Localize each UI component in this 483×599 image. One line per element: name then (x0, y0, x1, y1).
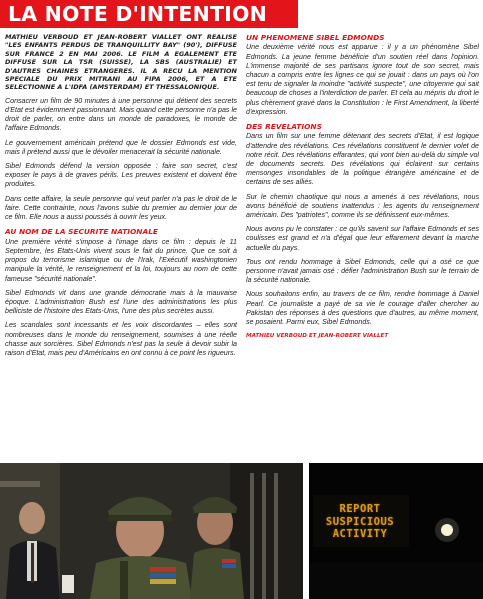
section-heading-revelations: DES REVELATIONS (246, 122, 322, 132)
intro-paragraph: MATHIEU VERBOUD ET JEAN-ROBERT VIALLET ONT REALISE "LES ENFANTS PERDUS DE TRANQUILLITY BAY" (90'), DIFFUSE SUR FRANCE 2 EN MAI 2006. LE FILM A EGALEMENT ETE DIFFUSE SUR LA TSR (SUISSE), LA SBS (AUSTRALIE) ET D'AUTRES CHAINES ETRANGERES. IL A RECU LA MENTION SPECIALE DU PRIX MITRANI AU FIPA 2006, ET A ETE SELECTIONNE A L'IDFA (AMSTERDAM) ET THESSALONIQUE. (5, 33, 237, 92)
left-column (5, 33, 237, 363)
section-heading-phenomenon: UN PHENOMENE SIBEL EDMONDS (246, 33, 385, 42)
officers-photo (0, 463, 303, 599)
officers-photo-illustration (0, 463, 303, 599)
body-paragraph: Dans cette affaire, la seule personne qui veut parler n'a pas le droit de le faire. Cette contrainte, nous l'avons subie du premier au dernier jour de ce film. Elle nous a aussi poussés à ouvrir les yeux. (5, 194, 237, 222)
suspicious-activity-sign-photo (309, 463, 483, 599)
byline: MATHIEU VERBOUD ET JEAN-ROBERT VIALLET (246, 333, 389, 340)
body-paragraph: Nous souhaitons enfin, au travers de ce film, rendre hommage à Daniel Pearl. Ce journaliste a payé de sa vie le courage d'aller chercher au Pakistan des réponses à des questions que d'autres, au même moment, se posaient. Parmi eux, Sibel Edmonds. (246, 290, 479, 327)
body-paragraph: Dans un film sur une femme détenant des secrets d'Etat, il est logique d'attendre des révélations. Ces révélations constituent le dernier volet de notre récit. Des révélations effarantes, qui vont bien au-delà du simple vol de documents secrets. Des révélations qui éclairent sur certains mensonges insondables de la politique étrangère américaine et de certains de ses alliés. (246, 132, 479, 187)
body-paragraph: Le gouvernement américain prétend que le dossier Edmonds est vide, mais il prétend aussi que le dévoiler menacerait la sécurité nationale. (5, 138, 237, 156)
body-paragraph: Nous avons pu le constater : ce qu'ils savent sur l'affaire Edmonds et ses coulisses est grand et n'a d'égal que leur effarement devant la marche actuelle du pays. (246, 225, 479, 252)
body-paragraph: Une deuxième vérité nous est apparue : il y a un phénomène Sibel Edmonds. La jeune femme bénéficie d'un soutien réel dans l'opinion. L'immense majorité de ses partisans ignore tout de son secret, mais chacun a compris entre les lignes ce qui se jouait : dans un pays où l'on est tenu de signaler la moindre "activité suspecte", une citoyenne qui sait beaucoup de choses a l'interdiction de parler. Et cela au mépris du droit le plus chèrement gravé dans la Constitution : le First Amendment, la liberté d'expression. (246, 43, 479, 116)
body-paragraph: Tous ont rendu hommage à Sibel Edmonds, celle qui a osé ce que personne n'avait jamais osé : défier l'administration Bush sur le terrain de la sécurité nationale. (246, 257, 479, 285)
page-title: LA NOTE D'INTENTION (8, 2, 267, 26)
body-paragraph: Une première vérité s'impose à l'image dans ce film : depuis le 11 Septembre, les Etats-Unis vivent sous le fait du prince. Que ce soit à propos du terrorisme islamique ou de l'Irak, l'Exécutif washingtonien manipule la vérité, le renseignement et la loi, toujours au nom de cette fameuse "sécurité nationale". (5, 237, 237, 283)
right-column (246, 31, 479, 340)
title-banner (0, 0, 298, 28)
body-paragraph: Sur le chemin chaotique qui nous a amenés à ces révélations, nous avons bénéficié de soutiens inattendus : les agents du renseignement américain. Des "patriotes", comme ils se définissent eux-mêmes. (246, 192, 479, 220)
body-paragraph: Consacrer un film de 90 minutes à une personne qui détient des secrets d'Etat est évidemment passionnant. Mais quand cette personne n'a pas le droit de parler, on entre dans un monde de paradoxes, le monde de l'affaire Edmonds. (5, 96, 237, 133)
section-heading-security: AU NOM DE LA SECURITE NATIONALE (5, 227, 158, 237)
body-paragraph: Les scandales sont incessants et les voix discordantes – elles sont nombreuses dans le monde du renseignement, soumises à une réelle chasse aux sorcières. Sibel Edmonds n'est pas la seule à devoir subir la raison d'Etat, mais peu d'Américains en ont connu à ce point les rigueurs. (5, 321, 237, 357)
body-paragraph: Sibel Edmonds défend la version opposée : faire son secret, c'est exposer le pays à de graves périls. Les preuves existent et doivent être produites. (5, 162, 237, 189)
sign-text: REPORT SUSPICIOUS ACTIVITY (325, 503, 395, 540)
body-paragraph: Sibel Edmonds vit dans une grande démocratie mais à la mauvaise époque. L'administration Bush est l'une des administrations les plus belliciste de l'histoire des Etats-Unis, l'une des plus secrètes aussi. (5, 288, 237, 316)
